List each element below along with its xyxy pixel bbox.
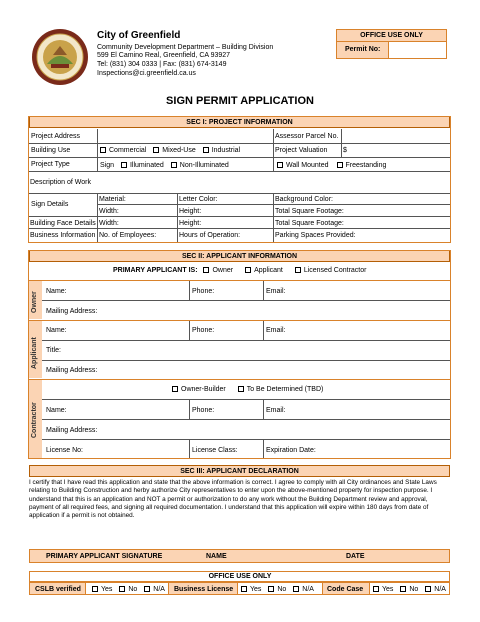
owner-mailing-label[interactable]: Mailing Address: xyxy=(46,308,98,315)
description-field[interactable] xyxy=(99,172,448,192)
contractor-side-label: Contractor xyxy=(31,402,38,438)
letter-color-label[interactable]: Letter Color: xyxy=(179,196,218,203)
license-class-label[interactable]: License Class: xyxy=(192,447,238,454)
code-case-label: Code Case xyxy=(327,586,364,593)
business-license-label: Business License xyxy=(174,586,234,593)
building-use-label: Building Use xyxy=(31,147,71,154)
city-seal xyxy=(31,28,89,86)
industrial-label: Industrial xyxy=(211,147,241,154)
mount-options xyxy=(277,161,386,170)
non-illuminated-checkbox[interactable] xyxy=(171,162,177,168)
apn-field[interactable] xyxy=(343,130,448,142)
cc-na-checkbox[interactable] xyxy=(425,586,431,592)
primary-applicant-label: PRIMARY APPLICANT IS: xyxy=(113,267,198,274)
cslb-yes-checkbox[interactable] xyxy=(92,586,98,592)
sign-details-label: Sign Details xyxy=(31,201,69,208)
employees-label[interactable]: No. of Employees: xyxy=(99,232,157,239)
owner-side-label: Owner xyxy=(31,291,38,313)
city-name: City of Greenfield xyxy=(97,30,181,41)
cslb-no-label: No xyxy=(128,586,138,593)
cslb-na-label: N/A xyxy=(153,586,165,593)
cslb-no-checkbox[interactable] xyxy=(119,586,125,592)
project-type-label: Project Type xyxy=(31,161,70,168)
applicant-phone-label[interactable]: Phone: xyxy=(192,327,215,334)
sec2-heading: SEC II: APPLICANT INFORMATION xyxy=(29,250,450,262)
applicant-side-label: Applicant xyxy=(31,337,38,369)
wall-mounted-checkbox[interactable] xyxy=(277,162,283,168)
contractor-type-row xyxy=(172,385,323,394)
applicant-mailing-label[interactable]: Mailing Address: xyxy=(46,367,98,374)
cc-no-label: No xyxy=(409,586,419,593)
apn-label: Assessor Parcel No. xyxy=(275,133,339,140)
wall-mounted-label: Wall Mounted xyxy=(286,162,329,169)
parking-label[interactable]: Parking Spaces Provided: xyxy=(275,232,356,239)
applicant-title-label[interactable]: Title: xyxy=(46,347,61,354)
primary-owner-label: Owner xyxy=(212,267,234,274)
dollar-sign: $ xyxy=(343,147,347,154)
sign-label: Sign xyxy=(100,162,115,169)
bl-na-label: N/A xyxy=(302,586,314,593)
primary-contractor-label: Licensed Contractor xyxy=(303,267,367,274)
office-use-heading: OFFICE USE ONLY xyxy=(337,30,446,42)
illuminated-checkbox[interactable] xyxy=(121,162,127,168)
contractor-email-label[interactable]: Email: xyxy=(266,407,286,414)
expiration-label[interactable]: Expiration Date: xyxy=(266,447,316,454)
date-column-label: DATE xyxy=(346,553,365,560)
background-color-label[interactable]: Background Color: xyxy=(275,196,333,203)
commercial-checkbox[interactable] xyxy=(100,147,106,153)
face-details-label: Building Face Details xyxy=(30,220,96,227)
owner-builder-checkbox[interactable] xyxy=(172,386,178,392)
primary-owner-checkbox[interactable] xyxy=(203,267,209,273)
owner-phone-label[interactable]: Phone: xyxy=(192,288,215,295)
primary-applicant-checkbox[interactable] xyxy=(245,267,251,273)
face-total-sq-label[interactable]: Total Square Footage: xyxy=(275,220,344,227)
cc-na-label: N/A xyxy=(434,586,446,593)
page-title: SIGN PERMIT APPLICATION xyxy=(166,95,314,107)
project-address-label: Project Address xyxy=(31,133,81,140)
illuminated-label: Illuminated xyxy=(129,162,164,169)
industrial-checkbox[interactable] xyxy=(203,147,209,153)
permit-no-field[interactable] xyxy=(390,42,446,58)
cslb-yes-label: Yes xyxy=(101,586,113,593)
bl-no-label: No xyxy=(277,586,287,593)
project-valuation-label: Project Valuation xyxy=(275,147,328,154)
non-illuminated-label: Non-Illuminated xyxy=(179,162,229,169)
signature-label: PRIMARY APPLICANT SIGNATURE xyxy=(46,553,163,560)
permit-no-label: Permit No: xyxy=(337,42,389,58)
address: 599 El Camino Real, Greenfield, CA 93927 xyxy=(97,52,231,59)
bl-na-checkbox[interactable] xyxy=(293,586,299,592)
tbd-label: To Be Determined (TBD) xyxy=(246,386,324,393)
sec3-heading: SEC III: APPLICANT DECLARATION xyxy=(29,465,450,477)
owner-builder-label: Owner-Builder xyxy=(181,386,226,393)
bl-yes-label: Yes xyxy=(250,586,262,593)
primary-applicant-opt-label: Applicant xyxy=(254,267,283,274)
freestanding-label: Freestanding xyxy=(345,162,387,169)
business-license-options xyxy=(241,585,314,594)
sec1-heading: SEC I: PROJECT INFORMATION xyxy=(29,116,450,128)
cslb-na-checkbox[interactable] xyxy=(144,586,150,592)
business-info-label: Business Information xyxy=(30,232,96,239)
license-no-label[interactable]: License No: xyxy=(46,447,83,454)
mixed-use-label: Mixed-Use xyxy=(162,147,196,154)
cslb-label: CSLB verified xyxy=(35,586,81,593)
project-type-options xyxy=(100,161,229,170)
office-use-box xyxy=(336,29,447,59)
email-link[interactable]: Inspections@ci.greenfield.ca.us xyxy=(97,70,196,77)
department: Community Development Department – Building Division xyxy=(97,44,274,51)
contractor-mailing-label[interactable]: Mailing Address: xyxy=(46,427,98,434)
sign-width-label[interactable]: Width: xyxy=(99,208,119,215)
contractor-name-label[interactable]: Name: xyxy=(46,407,67,414)
face-width-label[interactable]: Width: xyxy=(99,220,119,227)
face-height-label[interactable]: Height: xyxy=(179,220,202,227)
cc-yes-checkbox[interactable] xyxy=(373,586,379,592)
tbd-checkbox[interactable] xyxy=(238,386,244,392)
building-use-options xyxy=(100,146,240,155)
sign-height-label[interactable]: Height: xyxy=(179,208,202,215)
cc-no-checkbox[interactable] xyxy=(400,586,406,592)
bl-yes-checkbox[interactable] xyxy=(241,586,247,592)
primary-applicant-row xyxy=(113,266,366,275)
applicant-email-label[interactable]: Email: xyxy=(266,327,286,334)
cslb-options xyxy=(92,585,165,594)
cc-yes-label: Yes xyxy=(382,586,394,593)
footer-office-heading: OFFICE USE ONLY xyxy=(208,573,272,580)
code-case-options xyxy=(373,585,446,594)
bl-no-checkbox[interactable] xyxy=(268,586,274,592)
freestanding-checkbox[interactable] xyxy=(337,162,343,168)
primary-contractor-checkbox[interactable] xyxy=(295,267,301,273)
commercial-label: Commercial xyxy=(109,147,147,154)
description-label: Description of Work xyxy=(30,179,91,186)
phone-fax: Tel: (831) 304 0333 | Fax: (831) 674-3149 xyxy=(97,61,227,68)
sign-total-sq-label[interactable]: Total Square Footage: xyxy=(275,208,344,215)
hours-label[interactable]: Hours of Operation: xyxy=(179,232,241,239)
name-column-label: NAME xyxy=(206,553,227,560)
owner-email-label[interactable]: Email: xyxy=(266,288,286,295)
project-address-field[interactable] xyxy=(99,130,271,142)
mixed-use-checkbox[interactable] xyxy=(153,147,159,153)
owner-name-label[interactable]: Name: xyxy=(46,288,67,295)
applicant-name-label[interactable]: Name: xyxy=(46,327,67,334)
project-valuation-field[interactable] xyxy=(350,144,448,156)
contractor-phone-label[interactable]: Phone: xyxy=(192,407,215,414)
declaration-text: I certify that I have read this application and state that the above information is correct. I agree to comply with all City ordinances and State Laws relating to Building Construction and herby authorize City representatives to enter upon the above-mentioned property for inspection purpose. I understand that this is an application and NOT a permit or authorization to do any work without the Building Department review and approval, payment of all required fees, and signing all required documentation. I understand that this application will expire within 180 days from date of application if a permit is not obtained. xyxy=(29,479,437,520)
material-label[interactable]: Material: xyxy=(99,196,126,203)
